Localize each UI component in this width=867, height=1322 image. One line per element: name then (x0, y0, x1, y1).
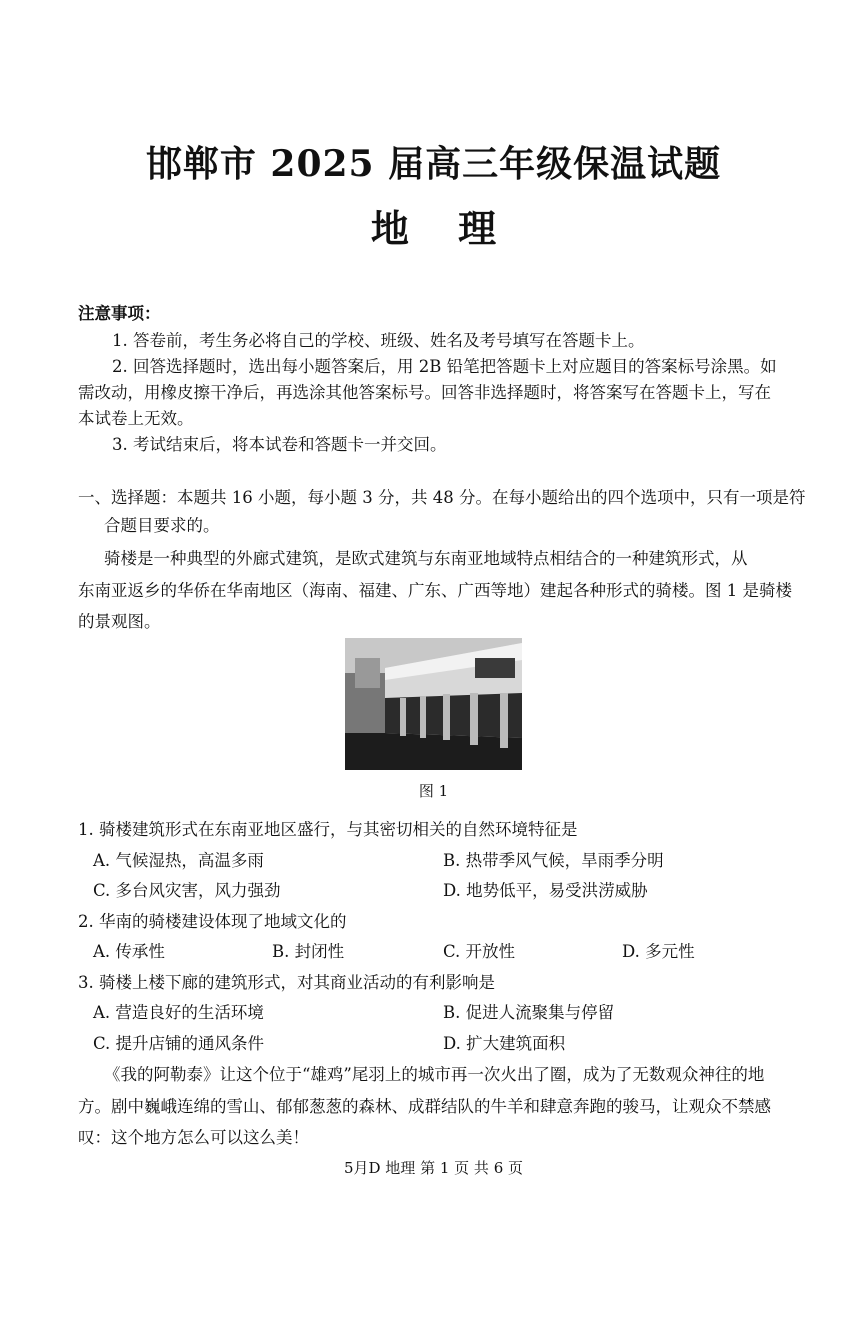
passage-line: 方。剧中巍峨连绵的雪山、郁郁葱葱的森林、成群结队的牛羊和肆意奔跑的骏马，让观众不禁感 (78, 1097, 771, 1116)
question-3-option-b: B. 促进人流聚集与停留 (443, 1003, 615, 1022)
page-footer: 5月D 地理 第 1 页 共 6 页 (343, 1159, 524, 1177)
question-1-option-a: A. 气候湿热，高温多雨 (93, 851, 264, 870)
passage-line: 东南亚返乡的华侨在华南地区（海南、福建、广东、广西等地）建起各种形式的骑楼。图 1 是骑楼 (78, 581, 792, 600)
question-1-option-c: C. 多台风灾害，风力强劲 (93, 881, 281, 900)
notice-item: 1. 答卷前，考生务必将自己的学校、班级、姓名及考号填写在答题卡上。 (112, 331, 645, 350)
question-2-option-b: B. 封闭性 (272, 942, 345, 961)
question-3-stem: 3. 骑楼上楼下廊的建筑形式，对其商业活动的有利影响是 (78, 973, 495, 992)
question-2-stem: 2. 华南的骑楼建设体现了地域文化的 (78, 912, 347, 931)
question-2-option-d: D. 多元性 (622, 942, 695, 961)
question-3-option-c: C. 提升店铺的通风条件 (93, 1034, 265, 1053)
section-heading: 一、选择题：本题共 16 小题，每小题 3 分，共 48 分。在每小题给出的四个选项中，只有一项是符 (78, 488, 806, 507)
question-2-option-a: A. 传承性 (93, 942, 165, 961)
passage-line: 的景观图。 (78, 612, 161, 631)
notice-item: 需改动，用橡皮擦干净后，再选涂其他答案标号。回答非选择题时，将答案写在答题卡上，写在 (78, 383, 771, 402)
notice-item: 3. 考试结束后，将本试卷和答题卡一并交回。 (112, 435, 447, 454)
exam-title: 邯郸市 2025 届高三年级保温试题 (145, 143, 722, 185)
arcade-building-photo (345, 638, 522, 770)
question-3-option-d: D. 扩大建筑面积 (443, 1034, 566, 1053)
question-2-option-c: C. 开放性 (443, 942, 516, 961)
question-3-option-a: A. 营造良好的生活环境 (93, 1003, 264, 1022)
notice-item: 2. 回答选择题时，选出每小题答案后，用 2B 铅笔把答题卡上对应题目的答案标号涂黑。如 (112, 357, 777, 376)
arcade-building-illustration (345, 638, 522, 770)
passage-line: 骑楼是一种典型的外廊式建筑，是欧式建筑与东南亚地域特点相结合的一种建筑形式，从 (104, 549, 748, 568)
passage-line: 《我的阿勒泰》让这个位于“雄鸡”尾羽上的城市再一次火出了圈，成为了无数观众神往的地 (104, 1065, 765, 1084)
question-1-option-b: B. 热带季风气候，旱雨季分明 (443, 851, 664, 870)
notice-heading: 注意事项： (78, 304, 161, 323)
figure-caption: 图 1 (418, 782, 449, 800)
question-1-option-d: D. 地势低平，易受洪涝威胁 (443, 881, 648, 900)
section-heading-cont: 合题目要求的。 (104, 516, 220, 535)
passage-line: 叹：这个地方怎么可以这么美！ (78, 1128, 309, 1147)
subject-title: 地 理 (370, 206, 515, 251)
notice-item: 本试卷上无效。 (78, 409, 194, 428)
question-1-stem: 1. 骑楼建筑形式在东南亚地区盛行，与其密切相关的自然环境特征是 (78, 820, 578, 839)
